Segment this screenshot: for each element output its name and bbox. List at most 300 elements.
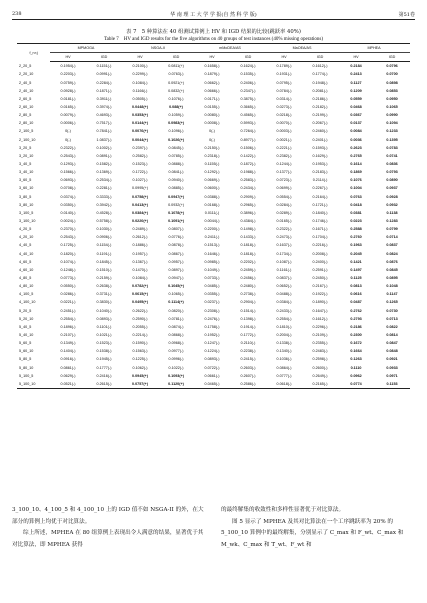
- value-cell: 0.2382(-): [276, 153, 292, 158]
- value-cell: 0.0795(-): [276, 80, 292, 85]
- value-cell: 0.2107(-): [60, 332, 76, 337]
- value-cell: 0.1076(-): [168, 96, 184, 101]
- value-cell: 0.2299(-): [132, 72, 148, 77]
- value-cell: 0.0388(-): [204, 194, 220, 199]
- value-cell: 0.1746(-): [312, 219, 328, 224]
- table-row: [17, 144, 410, 152]
- value-cell: 0.0898: [386, 80, 398, 85]
- value-cell: 0.1224(-): [204, 349, 220, 354]
- value-cell: 0.0723(-): [276, 178, 292, 183]
- value-cell: 0.1349(-): [60, 341, 76, 346]
- value-cell: 0.0861(-): [60, 365, 76, 370]
- value-cell: 0.2186: [350, 324, 362, 329]
- value-cell: 0.0616: [350, 292, 362, 297]
- value-cell: 0.1590(-): [132, 341, 148, 346]
- value-cell: 0.1872(-): [240, 162, 256, 167]
- value-cell: 0.3665(-): [240, 105, 256, 110]
- value-cell: 0.0782(+): [132, 284, 148, 289]
- value-cell: 0.1247(-): [204, 341, 220, 346]
- instance-cell: 5_100_10: [17, 380, 50, 389]
- value-cell: 0.2109(-): [312, 332, 328, 337]
- table-row: [17, 168, 410, 176]
- value-cell: 0.0615(+): [132, 292, 148, 297]
- value-cell: 0.2202(-): [240, 259, 256, 264]
- value-cell: 0.1470(-): [132, 267, 148, 272]
- value-cell: 0.1563(-): [132, 349, 148, 354]
- table-body: [17, 62, 410, 389]
- value-cell: 0.0759(-): [60, 80, 76, 85]
- value-cell: 0.1153: [374, 380, 410, 389]
- value-cell: 0.2451(-): [60, 308, 76, 313]
- instance-cell: 2_20_5: [19, 64, 32, 69]
- instance-cell: 2_80_10: [19, 121, 34, 126]
- value-cell: 0.1151(-): [96, 64, 112, 69]
- value-cell: 0.1734(-): [276, 251, 292, 256]
- value-cell: 0.2281(-): [96, 186, 112, 191]
- value-cell: 0.1954(-): [60, 64, 76, 69]
- value-cell: 0.0933: [386, 365, 398, 370]
- table-row: [17, 176, 410, 184]
- value-cell: 0.2598(-): [312, 357, 328, 362]
- value-cell: 0.2450(-): [312, 276, 328, 280]
- value-cell: 0.1845(-): [96, 259, 112, 264]
- value-cell: 0.1506(-): [240, 145, 256, 150]
- value-cell: 0.1110: [350, 365, 362, 370]
- value-cell: 0.1820(-): [60, 251, 76, 256]
- value-cell: 0.0355(-): [204, 292, 220, 297]
- table-row: [17, 282, 410, 290]
- value-cell: 0.0488(-): [276, 292, 292, 297]
- value-cell: 0.2416(-): [96, 373, 112, 378]
- value-cell: 0.2904(-): [240, 300, 256, 305]
- table-row: [17, 160, 410, 168]
- table-row: [17, 119, 410, 127]
- value-cell: 0.1931(-): [276, 72, 292, 77]
- value-cell: 0.0940(-): [168, 178, 184, 183]
- value-cell: 0.0021(-): [276, 137, 292, 142]
- value-cell: 0.1225(-): [132, 357, 148, 362]
- paragraph: 的最终解集的收敛性和多样性显著优于对比算法。: [221, 507, 345, 513]
- value-cell: 0.0807(-): [168, 227, 184, 232]
- value-cell: 0.2159(-): [96, 276, 112, 280]
- value-cell: 0(-): [65, 137, 71, 142]
- value-cell: 0.1338(-): [276, 341, 292, 346]
- value-cell: 0.1026(+): [168, 137, 184, 142]
- value-cell: 0.0895: [386, 276, 398, 280]
- value-cell: 0.0044(-): [204, 219, 220, 224]
- value-cell: 0.1087(-): [276, 259, 292, 264]
- value-cell: 0.0937: [386, 186, 398, 191]
- instance-cell: 5_40_5: [19, 324, 32, 329]
- text-column-left: [12, 505, 206, 551]
- value-cell: 0.1125: [350, 276, 362, 280]
- value-cell: 0.0822: [386, 324, 398, 329]
- value-cell: 0.0289(-): [276, 210, 292, 215]
- paragraph: 图 5 显示了 MPHEA 及其对比算法在一个工序跳跃率为 20% 的 5_100_10 算例中的最终解集，分别显示了 C_max 和 F_wt、C_max 和 M_wk、C_max 和 T_wt、F_wt 和: [221, 518, 404, 548]
- value-cell: 0.0928: [386, 194, 398, 199]
- value-cell: 0.1048: [386, 284, 398, 289]
- instance-cell: 3_80_5: [19, 194, 32, 199]
- value-cell: 0.2415(-): [240, 357, 256, 362]
- value-cell: 0.2582(-): [132, 153, 148, 158]
- value-cell: 0.2199(-): [312, 113, 328, 118]
- value-cell: 0.2638(-): [96, 284, 112, 289]
- column-header-metric: HV: [338, 53, 374, 62]
- value-cell: 0.1166(-): [132, 88, 148, 93]
- value-cell: 0.0945(+): [132, 373, 148, 378]
- table-row: [17, 355, 410, 363]
- value-cell: 0.7264(-): [240, 129, 256, 134]
- value-cell: 0.0928(-): [60, 88, 76, 93]
- value-cell: 0.1945(-): [96, 357, 112, 362]
- value-cell: 0.0600(-): [204, 186, 220, 191]
- value-cell: 0.1120(+): [158, 380, 194, 389]
- value-cell: 0.1084(-): [132, 80, 148, 85]
- value-cell: 0.0221(-): [60, 300, 76, 305]
- value-cell: 0.1818(-): [240, 251, 256, 256]
- value-cell: 0.0036: [350, 137, 362, 142]
- value-cell: 0.0495(+): [132, 300, 148, 305]
- value-cell: 0.2238(-): [240, 349, 256, 354]
- value-cell: 0.0796: [386, 64, 398, 69]
- table-row: [17, 331, 410, 339]
- table-header-algorithms: [17, 44, 410, 53]
- table-row: [17, 87, 410, 95]
- value-cell: 0.0763: [350, 194, 362, 199]
- value-cell: 0.0550(-): [60, 284, 76, 289]
- value-cell: 0.0777(-): [276, 373, 292, 378]
- table-row: [17, 184, 410, 192]
- value-cell: 0.2182(-): [312, 105, 328, 110]
- value-cell: 0.1886(-): [132, 243, 148, 248]
- value-cell: 0.1922(-): [312, 292, 328, 297]
- value-cell: 0.1647(-): [312, 308, 328, 313]
- value-cell: 0.1612(-): [312, 64, 328, 69]
- text-column-right: [221, 505, 415, 551]
- value-cell: 0.1248(-): [60, 267, 76, 272]
- value-cell: 0.0888(-): [168, 162, 184, 167]
- value-cell: 0.2164(-): [312, 194, 328, 199]
- table-row: [17, 266, 410, 274]
- value-cell: 0.0990: [386, 113, 398, 118]
- value-cell: 0.1265: [386, 300, 398, 305]
- value-cell: 0.0693(-): [60, 178, 76, 183]
- value-cell: 0.2150(-): [204, 145, 220, 150]
- value-cell: 0.2543(-): [60, 153, 76, 158]
- value-cell: 0.0867(-): [168, 251, 184, 256]
- value-cell: 0.1093(+): [168, 373, 184, 378]
- value-cell: 0.0413(+): [132, 202, 148, 207]
- value-cell: 0.1772(-): [240, 332, 256, 337]
- value-cell: 0.1404(-): [60, 349, 76, 354]
- instance-cell: 4_20_5: [19, 227, 32, 232]
- column-header-metric: IGD: [230, 53, 266, 62]
- value-cell: 0.2965(-): [240, 202, 256, 207]
- value-cell: 0.2300: [350, 332, 362, 337]
- value-cell: 0.1283: [386, 219, 398, 224]
- value-cell: 0.0841(-): [168, 170, 184, 175]
- value-cell: 0.1810(-): [276, 324, 292, 329]
- value-cell: 0.0070(-): [276, 121, 292, 126]
- value-cell: 0.0165(-): [60, 105, 76, 110]
- value-cell: 0.0971: [386, 373, 398, 378]
- instance-cell: 5_20_5: [19, 308, 32, 313]
- value-cell: 0.0384(+): [132, 210, 148, 215]
- value-cell: 0.1155(-): [204, 162, 220, 167]
- value-cell: 0.2413: [350, 72, 362, 77]
- value-cell: 0.2055(-): [132, 324, 148, 329]
- value-cell: 0.2460(-): [312, 129, 328, 134]
- value-cell: 0.5993(-): [240, 121, 256, 126]
- value-cell: 0.0381: [350, 210, 362, 215]
- column-header-metric: HV: [122, 53, 158, 62]
- value-cell: 0.1036(-): [276, 357, 292, 362]
- value-cell: 0.1002(-): [96, 145, 112, 150]
- table-row: [17, 258, 410, 266]
- value-cell: 0(-): [209, 129, 215, 134]
- value-cell: 0.2406(-): [240, 80, 256, 85]
- value-cell: 0.0947(+): [168, 194, 184, 199]
- value-cell: 0.1869: [350, 170, 362, 175]
- value-cell: 0.0155(-): [204, 105, 220, 110]
- value-cell: 0.1096(-): [168, 129, 184, 134]
- value-cell: 0.0008(-): [204, 121, 220, 126]
- value-cell: 0.2649(-): [312, 373, 328, 378]
- value-cell: 0.0876: [386, 259, 398, 264]
- table-caption-cn: 表 7 5 种算法在 40 组测试算例上 HV 和 IGD 结果的比较(跳跃率 40%): [126, 29, 301, 35]
- instance-cell: 2_40_5: [19, 80, 32, 85]
- table-row: [17, 127, 410, 135]
- table-row: [17, 380, 410, 389]
- table-header-metrics: [17, 53, 410, 62]
- value-cell: 0.1027(-): [132, 178, 148, 183]
- value-cell: 0.0487: [350, 300, 362, 305]
- value-cell: 0.0713: [386, 316, 398, 321]
- value-cell: 0.1395: [386, 137, 398, 142]
- value-cell: 0.0714: [386, 235, 398, 240]
- value-cell: 0.1161(-): [276, 267, 292, 272]
- value-cell: 0.2583(-): [240, 178, 256, 183]
- table-row: [17, 79, 410, 87]
- value-cell: 0.0783: [386, 145, 398, 150]
- column-header-metric: IGD: [302, 53, 338, 62]
- value-cell: 0.1988(-): [240, 170, 256, 175]
- value-cell: 0.1658(-): [204, 64, 220, 69]
- value-cell: 0.1614: [350, 162, 362, 167]
- column-header-algorithm: mMoDEA/AS: [194, 44, 266, 53]
- column-header-metric: HV: [50, 53, 86, 62]
- value-cell: 0.2760: [350, 235, 362, 240]
- value-cell: 0.2554(-): [276, 316, 292, 321]
- instance-cell: 3_60_10: [19, 186, 34, 191]
- page-number: 238: [12, 11, 22, 17]
- column-header-metric: IGD: [158, 53, 194, 62]
- instance-cell: 4_60_5: [19, 259, 32, 264]
- value-cell: 0.1963: [350, 243, 362, 248]
- table-row: [17, 209, 410, 217]
- table-row: [17, 103, 410, 111]
- table-caption-en: Table 7 HV and IGD results for the five algorithms on 40 groups of test instances (40% missing operations): [103, 37, 324, 42]
- column-header-metric: IGD: [86, 53, 122, 62]
- value-cell: 0.2543(-): [60, 235, 76, 240]
- value-cell: 0.2591(-): [312, 267, 328, 272]
- value-cell: 0.1377(-): [276, 170, 292, 175]
- value-cell: 0.0218(-): [276, 113, 292, 118]
- value-cell: 0.8977(-): [240, 137, 256, 142]
- value-cell: 0.1566(-): [60, 170, 76, 175]
- value-cell: 0.0618(-): [266, 380, 302, 389]
- instance-cell: 5_80_10: [19, 365, 34, 370]
- value-cell: 0.0784(-): [276, 88, 292, 93]
- value-cell: 0.1263: [350, 357, 362, 362]
- value-cell: 0.2480(-): [240, 284, 256, 289]
- table-row: [17, 193, 410, 201]
- value-cell: 0.0367: [350, 113, 362, 118]
- value-cell: 0.0757(+): [122, 380, 158, 389]
- value-cell: 0.0353(+): [132, 113, 148, 118]
- value-cell: 0.0991(-): [96, 72, 112, 77]
- instance-cell: 5_80_5: [19, 357, 32, 362]
- instance-cell: 3_40_10: [19, 170, 34, 175]
- value-cell: 0.2296(-): [312, 324, 328, 329]
- value-cell: 0.2600(-): [312, 365, 328, 370]
- value-cell: 0.2456(-): [240, 276, 256, 280]
- value-cell: 0.0699(-): [276, 186, 292, 191]
- instance-cell: 3_20_5: [19, 145, 32, 150]
- value-cell: 0.1004: [350, 186, 362, 191]
- value-cell: 0.0223: [350, 219, 362, 224]
- value-cell: 0.1896(-): [60, 324, 76, 329]
- value-cell: 0.0076(+): [132, 129, 148, 134]
- value-cell: 0.1624(-): [240, 64, 256, 69]
- value-cell: 0.0962: [350, 373, 362, 378]
- value-cell: 0.0273(-): [276, 105, 292, 110]
- value-cell: 0.0774: [338, 380, 374, 389]
- value-cell: 0.1045(+): [168, 284, 184, 289]
- instance-cell: 4_100_5: [19, 292, 34, 297]
- value-cell: 0.1433(-): [240, 235, 256, 240]
- instance-cell: 4_80_10: [19, 284, 34, 289]
- value-cell: 0.2400(-): [312, 259, 328, 264]
- value-cell: 0.3896(-): [240, 210, 256, 215]
- value-cell: 0.0079(-): [60, 113, 76, 118]
- instance-cell: 4_40_10: [19, 251, 34, 256]
- value-cell: 0.2214(-): [132, 332, 148, 337]
- value-cell: 0.1191(-): [96, 251, 112, 256]
- value-cell: 0.2762: [350, 308, 362, 313]
- instance-cell: 5_100_5: [19, 373, 34, 378]
- value-cell: 0.088(+): [169, 105, 183, 110]
- value-cell: 0.2476(-): [204, 316, 220, 321]
- value-cell: 0.2588: [350, 227, 362, 232]
- value-cell: 0.0350(-): [60, 202, 76, 207]
- value-cell: 0.0781(-): [168, 316, 184, 321]
- instance-cell: 3_100_10: [19, 219, 36, 224]
- value-cell: 0.2411(-): [204, 235, 220, 240]
- value-cell: 0.0968(-): [168, 341, 184, 346]
- value-cell: 0.1538(-): [96, 349, 112, 354]
- instance-cell: 5_60_5: [19, 341, 32, 346]
- value-cell: 0.0700: [386, 72, 398, 77]
- instance-cell: 2_20_10: [19, 72, 34, 77]
- instance-cell: 2_80_5: [19, 113, 32, 118]
- value-cell: 0.0003(-): [276, 129, 292, 134]
- paragraph: 综上所述，MPHEA 在 80 组算例上表现出令人满意的结果，显著优于其对比算法，即 MPHEA 获得: [12, 530, 204, 548]
- value-cell: 0.1948(-): [312, 80, 328, 85]
- value-cell: 0.2603(-): [240, 365, 256, 370]
- value-cell: 0.2397(-): [132, 145, 148, 150]
- instance-cell: 4_100_10: [19, 300, 36, 305]
- value-cell: 0.0465(-): [194, 380, 230, 389]
- instance-cell: 2_60_5: [19, 96, 32, 101]
- value-cell: 0.0885(-): [168, 186, 184, 191]
- value-cell: 0.1671(-): [312, 227, 328, 232]
- value-cell: 0.1612(-): [312, 316, 328, 321]
- value-cell: 0.1722(-): [132, 170, 148, 175]
- value-cell: 0.1721(-): [312, 202, 328, 207]
- instance-cell: 4_20_10: [19, 235, 34, 240]
- value-cell: 0.1114(+): [168, 300, 184, 305]
- value-cell: 0.1147: [386, 292, 398, 297]
- table-row: [17, 201, 410, 209]
- column-header-algorithm: NSGA-II: [122, 44, 194, 53]
- table-row: [17, 111, 410, 119]
- value-cell: 0.2433(-): [276, 308, 292, 313]
- instance-cell: 5_40_10: [19, 332, 34, 337]
- value-cell: 0.1818(-): [240, 243, 256, 248]
- value-cell: 0.0785(-): [168, 153, 184, 158]
- column-header-algorithm: MPHEA: [338, 44, 410, 53]
- value-cell: 0.0977(-): [168, 349, 184, 354]
- value-cell: 0.4565(-): [240, 113, 256, 118]
- value-cell: 0.0921: [386, 357, 398, 362]
- instance-cell: 3_80_10: [19, 202, 34, 207]
- value-cell: 0.0237(-): [204, 300, 220, 305]
- instance-cell: 4_80_5: [19, 276, 32, 280]
- column-header-metric: IGD: [374, 53, 410, 62]
- value-cell: 0.1040(-): [96, 308, 112, 313]
- paragraph: 3_100_10、4_100_5 和 4_100_10 上的 IGD 值不如 NSGA-II 的外，在大部分的算例上均优于对比算法。: [12, 507, 204, 525]
- value-cell: 0.0468: [350, 105, 362, 110]
- value-cell: 0.2008(-): [312, 251, 328, 256]
- value-cell: 0.2004(-): [276, 332, 292, 337]
- value-cell: 0.1514(-): [240, 308, 256, 313]
- instance-cell: 2_40_10: [19, 88, 34, 93]
- value-cell: 0.0666(-): [204, 88, 220, 93]
- value-cell: 0.1422(-): [240, 153, 256, 158]
- value-cell: 0.2554(-): [60, 316, 76, 321]
- value-cell: 0.0758(+): [132, 194, 148, 199]
- value-cell: 0.0652(-): [276, 284, 292, 289]
- value-cell: 0.0793: [386, 170, 398, 175]
- value-cell: 0.1091(+): [168, 219, 184, 224]
- value-cell: 0.0137: [350, 121, 362, 126]
- volume-number: 第51卷: [398, 12, 415, 18]
- value-cell: 0.2100(-): [132, 64, 148, 69]
- value-cell: 0.1725(-): [60, 243, 76, 248]
- value-cell: 0.0891(-): [96, 153, 112, 158]
- value-cell: 0.2200(-): [204, 227, 220, 232]
- value-cell: 0.4384(-): [240, 219, 256, 224]
- value-cell: 0.0878(-): [168, 243, 184, 248]
- value-cell: 0.1059(-): [168, 113, 184, 118]
- value-cell: 0.0024(-): [60, 219, 76, 224]
- value-cell: 0.0773(-): [60, 276, 76, 280]
- value-cell: 0.2110(-): [240, 341, 256, 346]
- value-cell: 0.2489(-): [132, 227, 148, 232]
- value-cell: 0.1498(-): [240, 227, 256, 232]
- value-cell: 0.0947(-): [168, 276, 184, 280]
